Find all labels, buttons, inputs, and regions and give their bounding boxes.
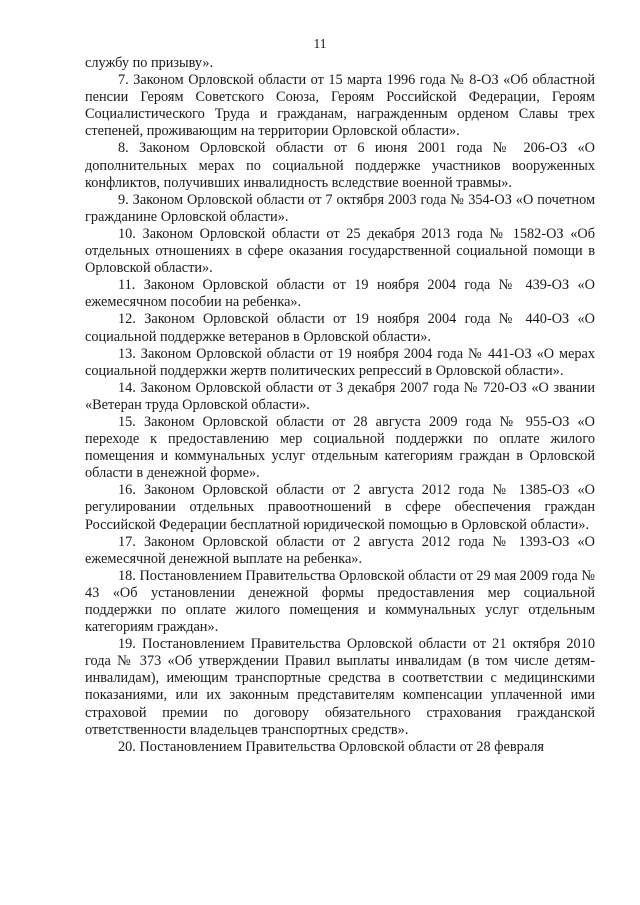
list-item-7: 7. Законом Орловской области от 15 марта 1996 года № 8-ОЗ «Об областной пенсии Героям Советского Союза, Героям Российской Федерации, Героям Социалистического Труда и гражданам, награжденным орденом Славы трех степеней, проживающим на территории Орловской области».	[85, 72, 595, 140]
list-item-17: 17. Законом Орловской области от 2 августа 2012 года № 1393-ОЗ «О ежемесячной денежной выплате на ребенка».	[85, 533, 595, 567]
list-item-11: 11. Законом Орловской области от 19 ноября 2004 года № 439-ОЗ «О ежемесячном пособии на ребенка».	[85, 277, 595, 311]
list-item-8: 8. Законом Орловской области от 6 июня 2001 года № 206-ОЗ «О дополнительных мерах по социальной поддержке участников вооруженных конфликтов, получивших инвалидность вследствие военной травмы».	[85, 140, 595, 191]
list-item-9: 9. Законом Орловской области от 7 октября 2003 года № 354-ОЗ «О почетном гражданине Орловской области».	[85, 191, 595, 225]
paragraph-continuation: службу по призыву».	[85, 55, 214, 71]
list-item-14: 14. Законом Орловской области от 3 декабря 2007 года № 720-ОЗ «О звании «Ветеран труда Орловской области».	[85, 379, 595, 413]
list-item-19: 19. Постановлением Правительства Орловской области от 21 октября 2010 года № 373 «Об утверждении Правил выплаты инвалидам (в том числе детям-инвалидам), имеющим транспортные средства в соответствии с медицинскими показаниями, или их законным представителям компенсации уплаченной ими страховой премии по договору обязательного страхования гражданской ответственности владельцев транспортных средств».	[85, 636, 595, 738]
list-item-13: 13. Законом Орловской области от 19 ноября 2004 года № 441-ОЗ «О мерах социальной поддержки жертв политических репрессий в Орловской области».	[85, 345, 595, 379]
document-body	[85, 55, 595, 756]
list-item-16: 16. Законом Орловской области от 2 августа 2012 года № 1385-ОЗ «О регулировании отдельных правоотношений в сфере обеспечения граждан Российской Федерации бесплатной юридической помощью в Орловской области».	[85, 482, 595, 533]
list-item-18: 18. Постановлением Правительства Орловской области от 29 мая 2009 года № 43 «Об установлении денежной формы предоставления мер социальной поддержки по оплате жилого помещения и коммунальных услуг отдельным категориям граждан».	[85, 567, 595, 636]
list-item-20: 20. Постановлением Правительства Орловской области от 28 февраля	[118, 738, 544, 755]
list-item-12: 12. Законом Орловской области от 19 ноября 2004 года № 440-ОЗ «О социальной поддержке ветеранов в Орловской области».	[85, 311, 595, 345]
list-item-15: 15. Законом Орловской области от 28 августа 2009 года № 955-ОЗ «О переходе к предоставлению мер социальной поддержки по оплате жилого помещения и коммунальных услуг отдельным категориям граждан в Орловской области в денежной форме».	[85, 413, 595, 482]
page-number: 11	[313, 36, 327, 51]
list-item-10: 10. Законом Орловской области от 25 декабря 2013 года № 1582-ОЗ «Об отдельных отношениях в сфере оказания государственной социальной помощи в Орловской области».	[85, 225, 595, 277]
